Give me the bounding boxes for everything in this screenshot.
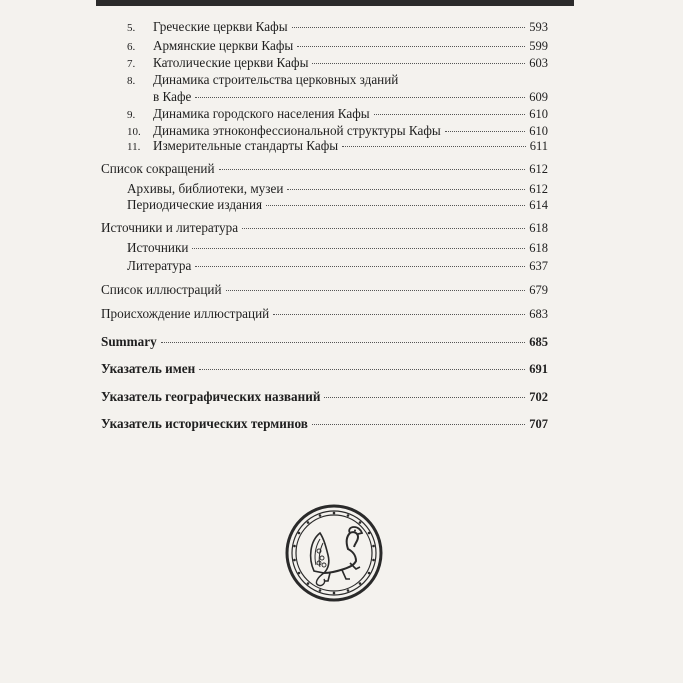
toc-entry-page: 707 [529, 417, 548, 431]
dot-leader [195, 266, 525, 267]
toc-entry-label: Греческие церкви Кафы [153, 19, 288, 34]
toc-entry-sources[interactable] [127, 240, 548, 256]
toc-entry-geo-index[interactable] [101, 389, 548, 405]
toc-entry-label: Указатель имен [101, 361, 196, 376]
dot-leader [287, 189, 525, 190]
toc-entry-summary[interactable] [101, 334, 548, 350]
toc-entry-label: Периодические издания [127, 197, 263, 212]
dot-leader [242, 228, 525, 229]
toc-entry-page: 683 [529, 307, 548, 321]
toc-entry-label: Динамика строительства церковных зданий [153, 72, 399, 87]
toc-entry-number: 9. [127, 109, 136, 121]
toc-entry-number: 5. [127, 22, 136, 34]
dot-leader [297, 46, 525, 47]
toc-entry-illustrations[interactable] [101, 282, 548, 298]
toc-entry-page: 612 [529, 162, 548, 176]
toc-entry-number: 8. [127, 75, 136, 87]
toc-entry-literature[interactable] [127, 258, 548, 274]
dot-leader [342, 146, 526, 147]
toc-entry-label: Армянские церкви Кафы [153, 38, 294, 53]
toc-entry-greek-churches[interactable] [127, 19, 548, 36]
toc-entry-page: 679 [529, 283, 548, 297]
dot-leader [374, 114, 526, 115]
toc-entry-page: 610 [529, 124, 548, 138]
toc-entry-label: Динамика этноконфессиональной структуры Кафы [153, 123, 441, 138]
toc-entry-church-building-line2[interactable] [153, 89, 548, 105]
toc-entry-label: Указатель исторических терминов [101, 416, 308, 431]
dot-leader [226, 290, 526, 291]
toc-entry-church-building-line1[interactable] [127, 72, 398, 89]
toc-entry-page: 603 [529, 56, 548, 70]
toc-entry-label: Динамика городского населения Кафы [153, 106, 370, 121]
griffin-emblem-icon [284, 503, 384, 603]
toc-entry-periodicals[interactable] [127, 197, 548, 213]
dot-leader [192, 248, 525, 249]
toc-entry-page: 691 [529, 362, 548, 376]
toc-entry-label: Указатель географических названий [101, 389, 321, 404]
dot-leader [219, 169, 526, 170]
dot-leader [324, 397, 525, 398]
toc-entry-label: Происхождение иллюстраций [101, 306, 270, 321]
toc-entry-illustrations-origin[interactable] [101, 306, 548, 322]
toc-entry-number: 10. [127, 126, 141, 138]
toc-entry-sources-literature[interactable] [101, 220, 548, 236]
dot-leader [195, 97, 525, 98]
toc-entry-measures[interactable] [127, 138, 548, 155]
toc-entry-label: Список иллюстраций [101, 282, 222, 297]
toc-entry-page: 637 [529, 259, 548, 273]
dot-leader [273, 314, 525, 315]
toc-entry-page: 702 [529, 390, 548, 404]
toc-entry-label: Измерительные стандарты Кафы [153, 138, 339, 153]
dot-leader [199, 369, 525, 370]
toc-entry-label-continued: в Кафе [153, 89, 192, 104]
dot-leader [161, 342, 526, 343]
toc-entry-catholic-churches[interactable] [127, 55, 548, 72]
toc-entry-page: 609 [529, 90, 548, 104]
toc-entry-page: 612 [529, 182, 548, 196]
toc-entry-label: Литература [127, 258, 192, 273]
toc-entry-number: 11. [127, 141, 141, 153]
toc-entry-number: 7. [127, 58, 136, 70]
dot-leader [312, 63, 525, 64]
toc-entry-label: Архивы, библиотеки, музеи [127, 181, 284, 196]
toc-entry-terms-index[interactable] [101, 416, 548, 432]
toc-entry-page: 618 [529, 221, 548, 235]
toc-entry-page: 611 [529, 139, 548, 153]
toc-entry-page: 610 [529, 107, 548, 121]
toc-entry-label: Католические церкви Кафы [153, 55, 309, 70]
toc-entry-page: 599 [529, 39, 548, 53]
toc-entry-abbreviations[interactable] [101, 161, 548, 177]
toc-entry-label: Источники [127, 240, 189, 255]
toc-entry-armenian-churches[interactable] [127, 38, 548, 55]
toc-entry-archives[interactable] [127, 181, 548, 197]
toc-entry-label: Summary [101, 334, 157, 349]
dot-leader [292, 27, 526, 28]
dot-leader [266, 205, 525, 206]
dot-leader [312, 424, 525, 425]
toc-entry-number: 6. [127, 41, 136, 53]
toc-entry-page: 593 [529, 20, 548, 34]
toc-entry-names-index[interactable] [101, 361, 548, 377]
toc-entry-population[interactable] [127, 106, 548, 123]
toc-entry-label: Источники и литература [101, 220, 239, 235]
toc-entry-label: Список сокращений [101, 161, 215, 176]
toc-entry-page: 685 [529, 335, 548, 349]
toc-entry-page: 614 [529, 198, 548, 212]
toc-entry-page: 618 [529, 241, 548, 255]
dot-leader [445, 131, 526, 132]
